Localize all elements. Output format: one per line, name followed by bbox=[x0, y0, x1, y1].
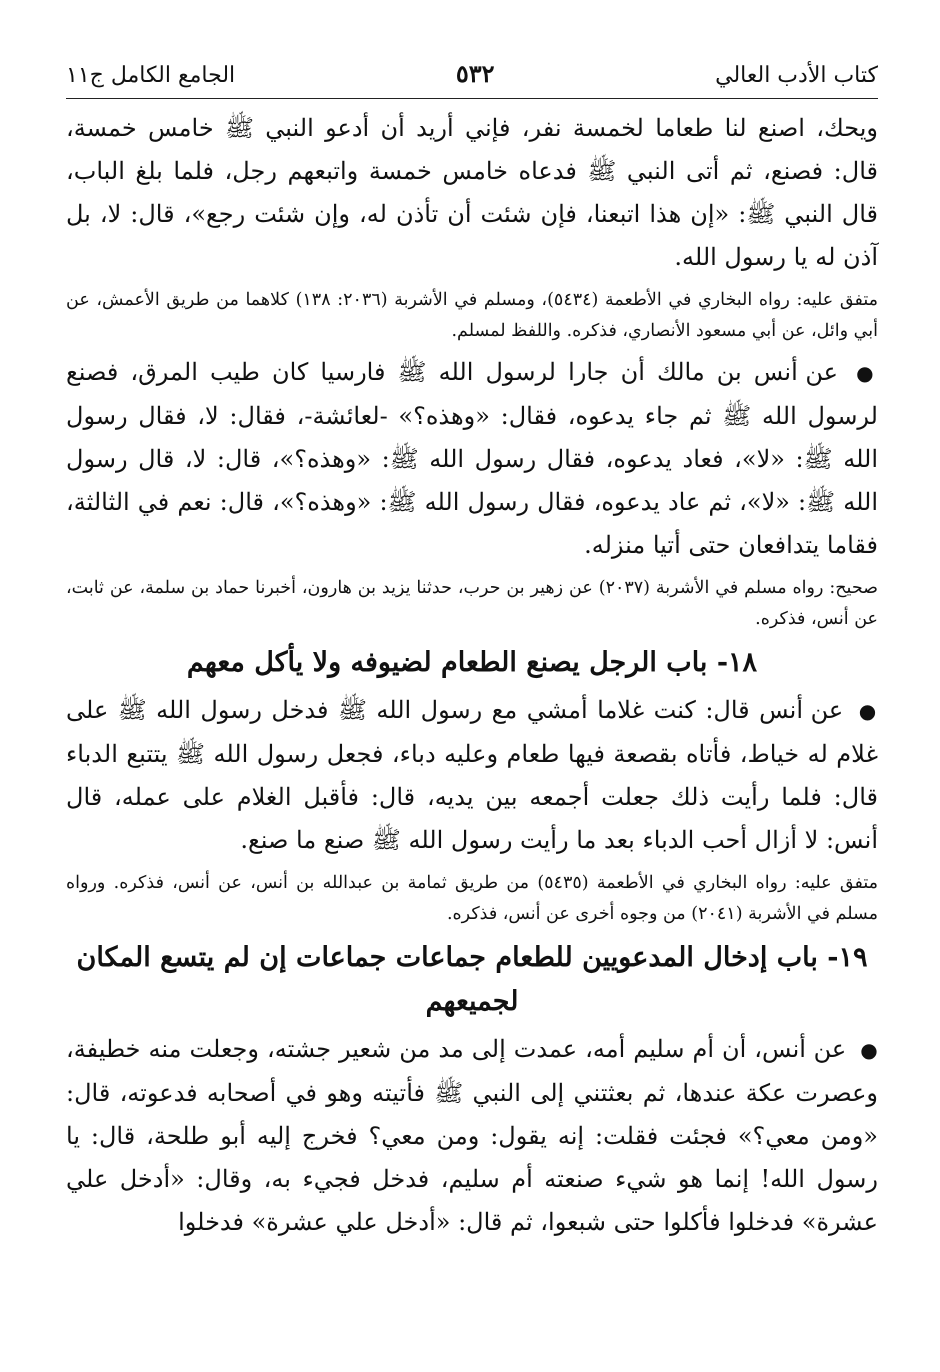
page-content bbox=[66, 107, 878, 1244]
collection-title: الجامع الكامل ج١١ bbox=[66, 63, 236, 88]
hadith-paragraph bbox=[66, 689, 878, 862]
hadith-text: عن أنس بن مالك أن جارا لرسول الله ﷺ فارسيا كان طيب المرق، فصنع لرسول الله ﷺ ثم جاء يدعوه، فقال: «وهذه؟» -لعائشة-، فقال: لا، فقال رسول الله ﷺ: «لا»، فعاد يدعوه، فقال رسول الله ﷺ: «وهذه؟»، قال: لا، قال رسول الله ﷺ: «لا»، ثم عاد يدعوه، فقال رسول الله ﷺ: «وهذه؟»، قال: نعم في الثالثة، فقاما يتدافعان حتى أتيا منزله. bbox=[66, 358, 878, 559]
chapter-heading: ١٨- باب الرجل يصنع الطعام لضيوفه ولا يأكل معهم bbox=[186, 647, 758, 678]
bullet-marker: ● bbox=[856, 361, 878, 385]
hadith-text: عن أنس قال: كنت غلاما أمشي مع رسول الله ﷺ فدخل رسول الله ﷺ على غلام له خياط، فأتاه بقصعة فيها طعام وعليه دباء، فجعل رسول الله ﷺ يتتبع الدباء قال: فلما رأيت ذلك جعلت أجمعه بين يديه، قال: فأقبل الغلام على عمله، قال أنس: لا أزال أحب الدباء بعد ما رأيت رسول الله ﷺ صنع ما صنع. bbox=[66, 696, 878, 854]
hadith-paragraph: ويحك، اصنع لنا طعاما لخمسة نفر، فإني أريد أن أدعو النبي ﷺ خامس خمسة، قال: فصنع، ثم أتى النبي ﷺ فدعاه خامس خمسة واتبعهم رجل، فلما بلغ الباب، قال النبي ﷺ: «إن هذا اتبعنا، فإن شئت أن تأذن له، وإن شئت رجع»، قال: لا، بل آذن له يا رسول الله. bbox=[66, 114, 878, 271]
running-header bbox=[66, 50, 878, 99]
takhrij-note: متفق عليه: رواه البخاري في الأطعمة (٥٤٣٤)، ومسلم في الأشربة (٢٠٣٦: ١٣٨) كلاهما من طريق الأعمش، عن أبي وائل، عن أبي مسعود الأنصاري، فذكره. واللفظ لمسلم. bbox=[66, 290, 879, 341]
page-number: ٥٣٢ bbox=[455, 59, 495, 88]
hadith-paragraph bbox=[66, 1028, 878, 1244]
hadith-paragraph bbox=[66, 351, 878, 567]
chapter-heading: ١٩- باب إدخال المدعويين للطعام جماعات جماعات إن لم يتسع المكان لجميعهم bbox=[76, 942, 868, 1017]
hadith-text: عن أنس، أن أم سليم أمه، عمدت إلى مد من شعير جشته، وجعلت منه خطيفة، وعصرت عكة عندها، ثم بعثتني إلى النبي ﷺ فأتيته وهو في أصحابه فدعوته، قال: «ومن معي؟» فجئت فقلت: إنه يقول: ومن معي؟ فخرج إليه أبو طلحة، قال: يا رسول الله! إنما هو شيء صنعته أم سليم، فدخل فجيء به، وقال: «أدخل علي عشرة» فدخلوا فأكلوا حتى شبعوا، ثم قال: «أدخل علي عشرة» فدخلوا bbox=[66, 1035, 878, 1236]
takhrij-note: صحيح: رواه مسلم في الأشربة (٢٠٣٧) عن زهير بن حرب، حدثنا يزيد بن هارون، أخبرنا حماد بن سلمة، عن ثابت، عن أنس، فذكره. bbox=[66, 578, 878, 629]
takhrij-note: متفق عليه: رواه البخاري في الأطعمة (٥٤٣٥) من طريق ثمامة بن عبدالله بن أنس، عن أنس، فذكره. ورواه مسلم في الأشربة (٢٠٤١) من وجوه أخرى عن أنس، فذكره. bbox=[66, 873, 878, 924]
book-title: كتاب الأدب العالي bbox=[715, 63, 878, 88]
bullet-marker: ● bbox=[860, 1038, 878, 1062]
bullet-marker: ● bbox=[858, 699, 878, 723]
